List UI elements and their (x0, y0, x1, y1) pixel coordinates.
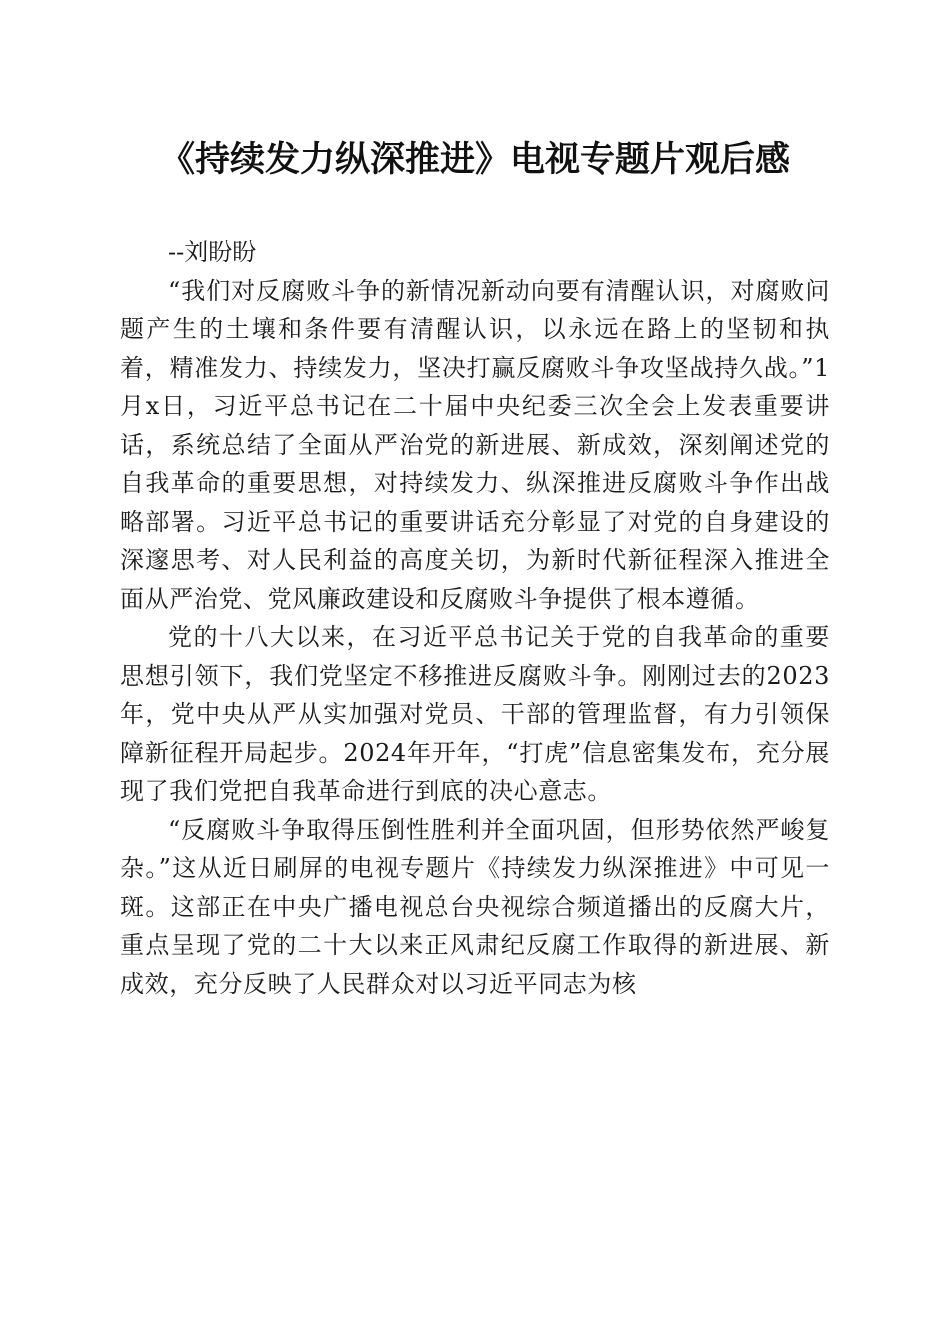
paragraph-2: 党的十八大以来，在习近平总书记关于党的自我革命的重要思想引领下，我们党坚定不移推进反腐败斗争。刚刚过去的2023年，党中央从严从实加强对党员、干部的管理监督，有力引领保障新征程开局起步。2024年开年，“打虎”信息密集发布，充分展现了我们党把自我革命进行到底的决心意志。 (120, 623, 830, 805)
document-title: 《持续发力纵深推进》电视专题片观后感 (159, 139, 790, 180)
paragraph-1: “我们对反腐败斗争的新情况新动向要有清醒认识，对腐败问题产生的土壤和条件要有清醒认识，以永远在路上的坚韧和执着，精准发力、持续发力，坚决打赢反腐败斗争攻坚战持久战。”1月x日，习近平总书记在二十届中央纪委三次全会上发表重要讲话，系统总结了全面从严治党的新进展、新成效，深刻阐述党的自我革命的重要思想，对持续发力、纵深推进反腐败斗争作出战略部署。习近平总书记的重要讲话充分彰显了对党的自身建设的深邃思考、对人民利益的高度关切，为新时代新征程深入推进全面从严治党、党风廉政建设和反腐败斗争提供了根本遵循。 (120, 276, 830, 613)
author-line: --刘盼盼 (168, 238, 257, 266)
document-body (120, 233, 830, 1003)
paragraph-3: “反腐败斗争取得压倒性胜利并全面巩固，但形势依然严峻复杂。”这从近日刷屏的电视专题片《持续发力纵深推进》中可见一斑。这部正在中央广播电视总台央视综合频道播出的反腐大片，重点呈现了党的二十大以来正风肃纪反腐工作取得的新进展、新成效，充分反映了人民群众对以习近平同志为核 (120, 815, 830, 998)
